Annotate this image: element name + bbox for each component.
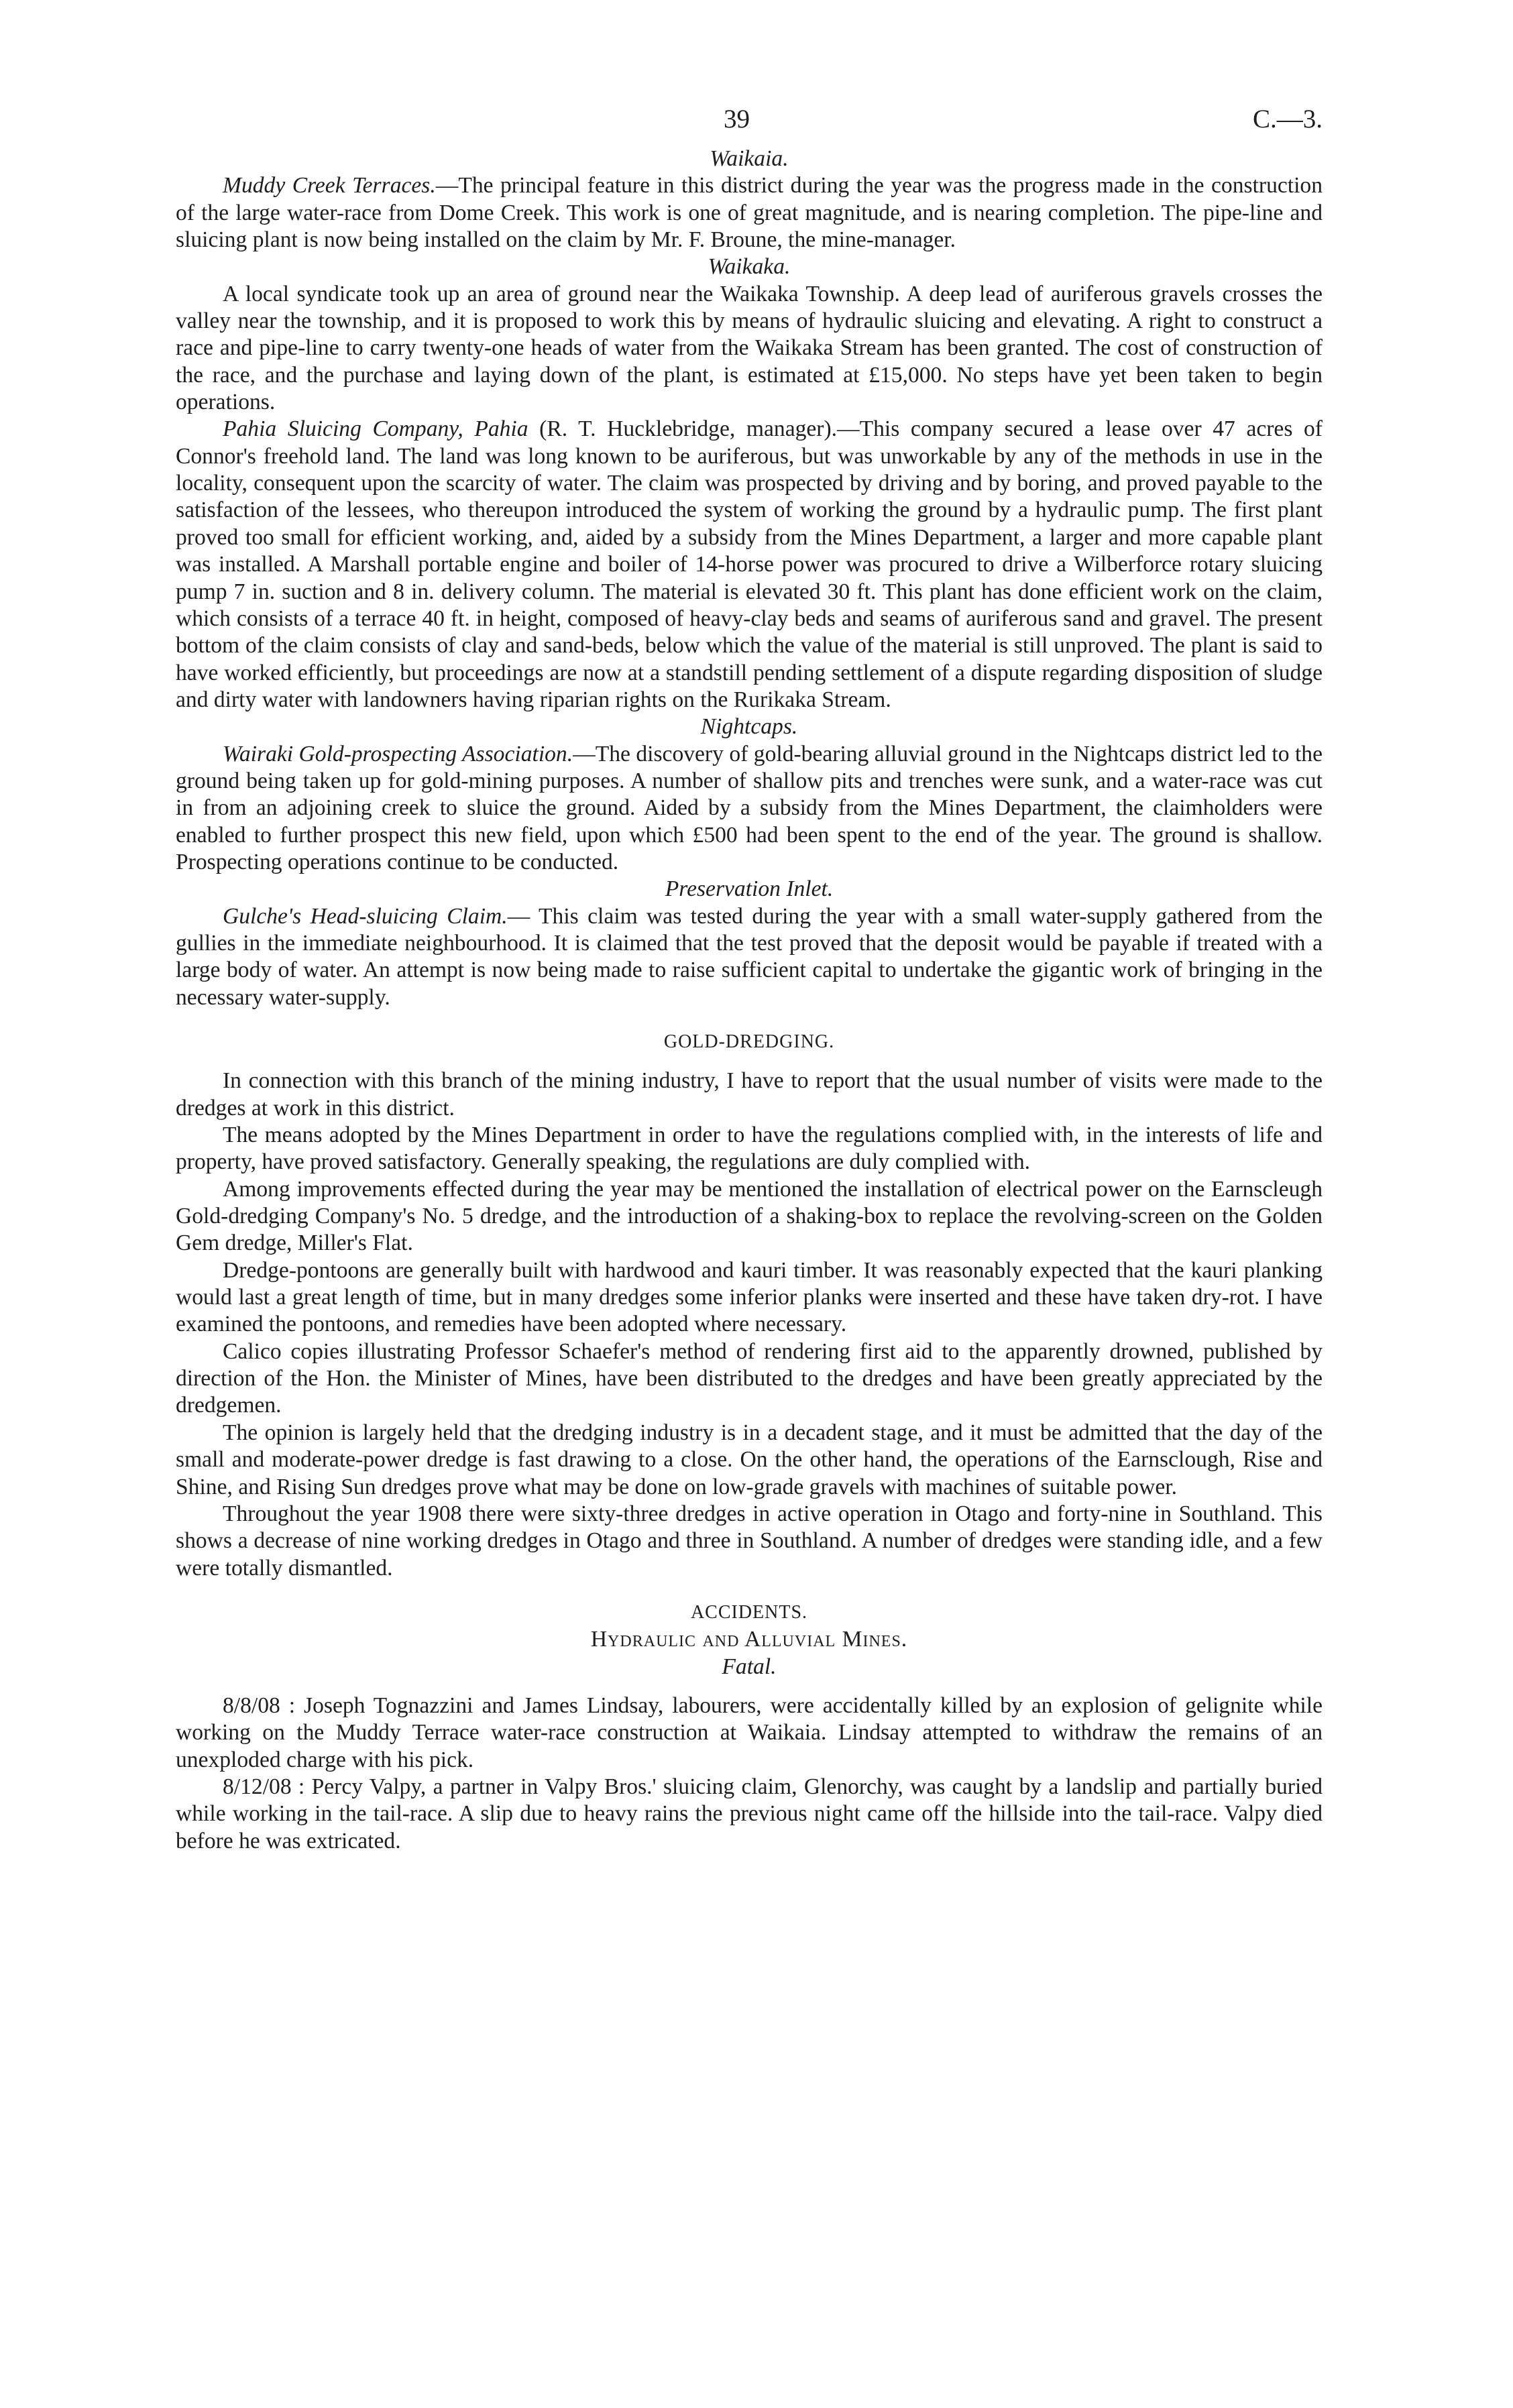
paragraph-gulche	[176, 903, 1323, 1011]
paragraph-accident-tognazzini: 8/8/08 : Joseph Tognazzini and James Lindsay, labourers, were accidentally killed by an explosion of gelignite while working on the Muddy Terrace water-race construction at Waikaia. Lindsay attempted to withdraw the remains of an unexploded charge with his pick.	[176, 1693, 1323, 1772]
paragraph-wairaki	[176, 741, 1323, 876]
heading-fatal: Fatal.	[722, 1654, 777, 1679]
document-reference: C.—3.	[1252, 105, 1323, 133]
paragraph-dredging-1908: Throughout the year 1908 there were sixty-three dredges in active operation in Otago and forty-nine in Southland. This shows a decrease of nine working dredges in Otago and three in Southland. A number of dredges were standing idle, and a few were totally dismantled.	[176, 1501, 1323, 1581]
spacer	[176, 1055, 1323, 1068]
heading-accidents: ACCIDENTS.	[690, 1601, 808, 1623]
paragraph-dredging-regulations: The means adopted by the Mines Department in order to have the regulations complied with, in the interests of life and property, have proved satisfactory. Generally speaking, the regulations are duly complied with.	[176, 1123, 1323, 1175]
text-wairaki: —The discovery of gold-bearing alluvial ground in the Nightcaps district led to the ground being taken up for gold-mining purposes. A number of shallow pits and trenches were sunk, and a water-race was cut in from an adjoining creek to sluice the ground. Aided by a subsidy from the Mines Department, the claimholders were enabled to further prospect this new field, upon which £500 had been spent to the end of the year. The ground is shallow. Prospecting operations continue to be conducted.	[176, 741, 1323, 874]
paragraph-muddy-creek	[176, 172, 1323, 253]
paragraph-dredging-calico: Calico copies illustrating Professor Schaefer's method of rendering first aid to the apparently drowned, published by direction of the Hon. the Minister of Mines, have been distributed to the dredges and have been greatly appreciated by the dredgemen.	[176, 1338, 1323, 1418]
paragraph-dredging-improvements: Among improvements effected during the year may be mentioned the installation of electrical power on the Earnscleugh Gold-dredging Company's No. 5 dredge, and the introduction of a shaking-box to replace the revolving-screen on the Golden Gem dredge, Miller's Flat.	[176, 1176, 1323, 1256]
lead-wairaki: Wairaki Gold-prospecting Association.	[223, 741, 573, 766]
paragraph-dredging-pontoons: Dredge-pontoons are generally built with hardwood and kauri timber. It was reasonably expected that the kauri planking would last a great length of time, but in many dredges some inferior planks were inserted and these have taken dry-rot. I have examined the pontoons, and remedies have been adopted where necessary.	[176, 1257, 1323, 1337]
text-muddy-creek: —The principal feature in this district during the year was the progress made in the construction of the large water-race from Dome Creek. This work is one of great magnitude, and is nearing completion. The pipe-line and sluicing plant is now being installed on the claim by Mr. F. Broune, the mine-manager.	[176, 173, 1323, 253]
paragraph-pahia	[176, 416, 1323, 713]
spacer	[176, 1011, 1323, 1029]
paragraph-accident-valpy: 8/12/08 : Percy Valpy, a partner in Valpy Bros.' sluicing claim, Glenorchy, was caught by a landslip and partially buried while working in the tail-race. A slip due to heavy rains the previous night came off the hillside into the tail-race. Valpy died before he was extricated.	[176, 1774, 1323, 1853]
text-gulche: — This claim was tested during the year with a small water-supply gathered from the gullies in the immediate neighbourhood. It is claimed that the test proved that the deposit would be payable if treated with a large body of water. An attempt is now being made to raise sufficient capital to undertake the gigantic work of bringing in the necessary water-supply.	[176, 903, 1323, 1010]
heading-waikaia: Waikaia.	[710, 146, 789, 171]
paragraph-waikaka-syndicate: A local syndicate took up an area of ground near the Waikaka Township. A deep lead of auriferous gravels crosses the valley near the township, and it is proposed to work this by means of hydraulic sluicing and elevating. A right to construct a race and pipe-line to carry twenty-one heads of water from the Waikaka Stream has been granted. The cost of construction of the race, and the purchase and laying down of the plant, is estimated at £15,000. No steps have yet been taken to begin operations.	[176, 281, 1323, 415]
heading-preservation-inlet: Preservation Inlet.	[665, 876, 834, 902]
text-pahia: (R. T. Hucklebridge, manager).—This company secured a lease over 47 acres of Connor's freehold land. The land was long known to be auriferous, but was unworkable by any of the methods in use in the locality, consequent upon the scarcity of water. The claim was prospected by driving and by boring, and proved payable to the satisfaction of the lessees, who thereupon introduced the system of working the ground by a hydraulic pump. The first plant proved too small for efficient working, and, aided by a subsidy from the Mines Department, a larger and more capable plant was installed. A Marshall portable engine and boiler of 14-horse power was procured to drive a Wilberforce rotary sluicing pump 7 in. suction and 8 in. delivery column. The material is elevated 30 ft. This plant has done efficient work on the claim, which consists of a terrace 40 ft. in height, composed of heavy-clay beds and seams of auriferous sand and gravel. The present bottom of the claim consists of clay and sand-beds, below which the value of the material is still unproved. The plant is said to have worked efficiently, but proceedings are now at a standstill pending settlement of a dispute regarding disposition of sludge and dirty water with landowners having riparian rights on the Rurikaka Stream.	[176, 416, 1323, 712]
lead-pahia: Pahia Sluicing Company, Pahia	[223, 416, 528, 442]
document-page	[176, 104, 1323, 1855]
heading-gold-dredging: GOLD-DREDGING.	[663, 1031, 835, 1052]
heading-nightcaps: Nightcaps.	[700, 714, 798, 740]
lead-muddy-creek: Muddy Creek Terraces.	[223, 173, 436, 198]
page-number: 39	[724, 105, 750, 133]
spacer	[176, 1680, 1323, 1693]
heading-hydraulic-alluvial: Hydraulic and Alluvial Mines.	[590, 1627, 908, 1652]
running-header	[176, 104, 1323, 146]
lead-gulche: Gulche's Head-sluicing Claim.	[223, 903, 508, 929]
spacer	[176, 1582, 1323, 1599]
paragraph-dredging-visits: In connection with this branch of the mining industry, I have to report that the usual number of visits were made to the dredges at work in this district.	[176, 1068, 1323, 1121]
paragraph-dredging-decadent: The opinion is largely held that the dredging industry is in a decadent stage, and it must be admitted that the day of the small and moderate-power dredge is fast drawing to a close. On the other hand, the operations of the Earnsclough, Rise and Shine, and Rising Sun dredges prove what may be done on low-grade gravels with machines of suitable power.	[176, 1420, 1323, 1499]
heading-waikaka: Waikaka.	[708, 254, 791, 280]
